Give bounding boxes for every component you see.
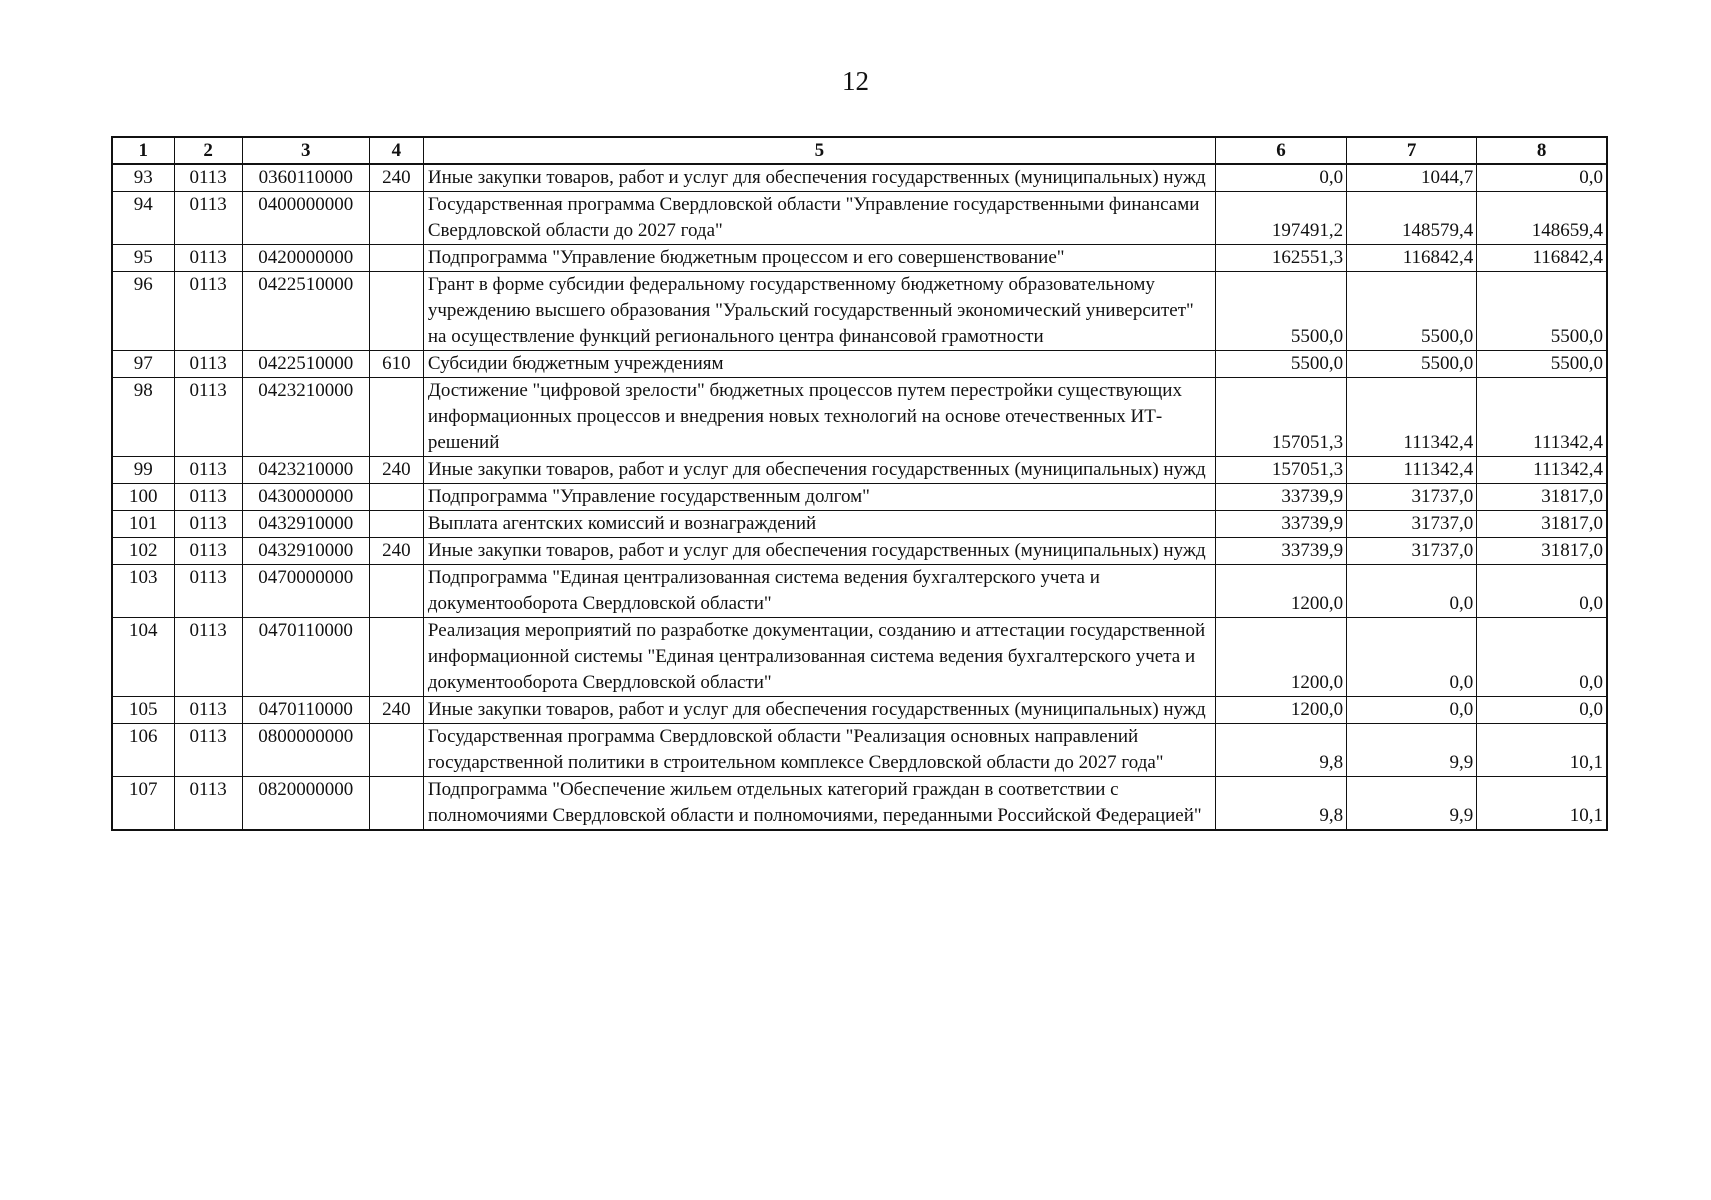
table-row [112, 724, 1607, 777]
item-name: Субсидии бюджетным учреждениям [423, 351, 1215, 378]
amount-col-7: 9,9 [1347, 777, 1477, 831]
table-row [112, 777, 1607, 831]
item-name: Государственная программа Свердловской области "Реализация основных направлений государственной политики в строительном комплексе Свердловской области до 2027 года" [423, 724, 1215, 777]
amount-col-6: 157051,3 [1215, 457, 1346, 484]
table-row [112, 538, 1607, 565]
expense-type [369, 484, 423, 511]
amount-col-8: 0,0 [1477, 618, 1607, 697]
table-row [112, 457, 1607, 484]
target-code: 0470000000 [242, 565, 369, 618]
amount-col-7: 111342,4 [1347, 457, 1477, 484]
expense-type [369, 378, 423, 457]
amount-col-6: 1200,0 [1215, 565, 1346, 618]
amount-col-6: 5500,0 [1215, 351, 1346, 378]
item-name: Грант в форме субсидии федеральному государственному бюджетному образовательному учреждению высшего образования "Уральский государственный экономический университет" на осуществление функций регионального центра финансовой грамотности [423, 272, 1215, 351]
section-code: 0113 [174, 164, 242, 192]
table-body [112, 164, 1607, 830]
amount-col-8: 31817,0 [1477, 484, 1607, 511]
amount-col-7: 1044,7 [1347, 164, 1477, 192]
section-code: 0113 [174, 777, 242, 831]
section-code: 0113 [174, 697, 242, 724]
page-number: 12 [842, 66, 869, 96]
amount-col-6: 9,8 [1215, 724, 1346, 777]
amount-col-7: 0,0 [1347, 618, 1477, 697]
amount-col-8: 0,0 [1477, 697, 1607, 724]
amount-col-8: 10,1 [1477, 777, 1607, 831]
amount-col-6: 9,8 [1215, 777, 1346, 831]
row-number: 98 [112, 378, 174, 457]
expense-type [369, 724, 423, 777]
item-name: Подпрограмма "Управление государственным долгом" [423, 484, 1215, 511]
amount-col-6: 5500,0 [1215, 272, 1346, 351]
section-code: 0113 [174, 618, 242, 697]
target-code: 0420000000 [242, 245, 369, 272]
amount-col-8: 111342,4 [1477, 378, 1607, 457]
target-code: 0423210000 [242, 378, 369, 457]
header-row [112, 137, 1607, 164]
column-header-6: 6 [1215, 137, 1346, 164]
target-code: 0422510000 [242, 272, 369, 351]
row-number: 96 [112, 272, 174, 351]
row-number: 95 [112, 245, 174, 272]
column-header-4: 4 [369, 137, 423, 164]
expense-type [369, 618, 423, 697]
amount-col-8: 5500,0 [1477, 351, 1607, 378]
section-code: 0113 [174, 192, 242, 245]
amount-col-7: 5500,0 [1347, 351, 1477, 378]
expense-type [369, 565, 423, 618]
section-code: 0113 [174, 351, 242, 378]
section-code: 0113 [174, 272, 242, 351]
amount-col-6: 33739,9 [1215, 538, 1346, 565]
expense-type [369, 272, 423, 351]
table-row [112, 484, 1607, 511]
table-row [112, 164, 1607, 192]
amount-col-7: 0,0 [1347, 697, 1477, 724]
amount-col-7: 0,0 [1347, 565, 1477, 618]
expense-type: 240 [369, 164, 423, 192]
amount-col-8: 5500,0 [1477, 272, 1607, 351]
amount-col-6: 33739,9 [1215, 511, 1346, 538]
table-row [112, 378, 1607, 457]
item-name: Подпрограмма "Управление бюджетным процессом и его совершенствование" [423, 245, 1215, 272]
amount-col-8: 10,1 [1477, 724, 1607, 777]
amount-col-8: 111342,4 [1477, 457, 1607, 484]
amount-col-7: 148579,4 [1347, 192, 1477, 245]
table-row [112, 351, 1607, 378]
amount-col-6: 33739,9 [1215, 484, 1346, 511]
row-number: 101 [112, 511, 174, 538]
section-code: 0113 [174, 538, 242, 565]
section-code: 0113 [174, 457, 242, 484]
expense-type: 240 [369, 697, 423, 724]
column-header-2: 2 [174, 137, 242, 164]
row-number: 103 [112, 565, 174, 618]
target-code: 0432910000 [242, 511, 369, 538]
amount-col-6: 157051,3 [1215, 378, 1346, 457]
column-header-5: 5 [423, 137, 1215, 164]
amount-col-8: 148659,4 [1477, 192, 1607, 245]
column-header-7: 7 [1347, 137, 1477, 164]
column-header-8: 8 [1477, 137, 1607, 164]
target-code: 0432910000 [242, 538, 369, 565]
expense-type [369, 511, 423, 538]
amount-col-7: 116842,4 [1347, 245, 1477, 272]
item-name: Иные закупки товаров, работ и услуг для обеспечения государственных (муниципальных) нужд [423, 538, 1215, 565]
section-code: 0113 [174, 565, 242, 618]
target-code: 0422510000 [242, 351, 369, 378]
section-code: 0113 [174, 484, 242, 511]
amount-col-7: 31737,0 [1347, 511, 1477, 538]
expense-type [369, 192, 423, 245]
row-number: 106 [112, 724, 174, 777]
amount-col-6: 1200,0 [1215, 618, 1346, 697]
expense-type [369, 777, 423, 831]
expense-type [369, 245, 423, 272]
table-row [112, 618, 1607, 697]
column-header-1: 1 [112, 137, 174, 164]
item-name: Иные закупки товаров, работ и услуг для обеспечения государственных (муниципальных) нужд [423, 164, 1215, 192]
item-name: Выплата агентских комиссий и вознаграждений [423, 511, 1215, 538]
target-code: 0400000000 [242, 192, 369, 245]
amount-col-6: 162551,3 [1215, 245, 1346, 272]
expense-type: 240 [369, 457, 423, 484]
table-row [112, 511, 1607, 538]
expense-type: 240 [369, 538, 423, 565]
target-code: 0800000000 [242, 724, 369, 777]
section-code: 0113 [174, 245, 242, 272]
item-name: Реализация мероприятий по разработке документации, созданию и аттестации государственной информационной системы "Единая централизованная система ведения бухгалтерского учета и документооборота Свердловской области" [423, 618, 1215, 697]
item-name: Подпрограмма "Обеспечение жильем отдельных категорий граждан в соответствии с полномочиями Свердловской области и полномочиями, переданными Российской Федерацией" [423, 777, 1215, 831]
table-row [112, 245, 1607, 272]
amount-col-6: 197491,2 [1215, 192, 1346, 245]
target-code: 0423210000 [242, 457, 369, 484]
row-number: 100 [112, 484, 174, 511]
amount-col-8: 0,0 [1477, 565, 1607, 618]
row-number: 107 [112, 777, 174, 831]
item-name: Государственная программа Свердловской области "Управление государственными финансами Свердловской области до 2027 года" [423, 192, 1215, 245]
row-number: 104 [112, 618, 174, 697]
item-name: Достижение "цифровой зрелости" бюджетных процессов путем перестройки существующих информационных процессов и внедрения новых технологий на основе отечественных ИТ-решений [423, 378, 1215, 457]
row-number: 99 [112, 457, 174, 484]
item-name: Подпрограмма "Единая централизованная система ведения бухгалтерского учета и документооборота Свердловской области" [423, 565, 1215, 618]
row-number: 94 [112, 192, 174, 245]
amount-col-7: 5500,0 [1347, 272, 1477, 351]
section-code: 0113 [174, 724, 242, 777]
amount-col-6: 0,0 [1215, 164, 1346, 192]
amount-col-6: 1200,0 [1215, 697, 1346, 724]
target-code: 0360110000 [242, 164, 369, 192]
amount-col-7: 31737,0 [1347, 538, 1477, 565]
table-row [112, 192, 1607, 245]
amount-col-8: 116842,4 [1477, 245, 1607, 272]
item-name: Иные закупки товаров, работ и услуг для обеспечения государственных (муниципальных) нужд [423, 697, 1215, 724]
table-row [112, 565, 1607, 618]
amount-col-8: 31817,0 [1477, 538, 1607, 565]
table-row [112, 272, 1607, 351]
row-number: 93 [112, 164, 174, 192]
expense-type: 610 [369, 351, 423, 378]
column-header-3: 3 [242, 137, 369, 164]
amount-col-7: 111342,4 [1347, 378, 1477, 457]
amount-col-8: 31817,0 [1477, 511, 1607, 538]
table-row [112, 697, 1607, 724]
row-number: 97 [112, 351, 174, 378]
amount-col-7: 9,9 [1347, 724, 1477, 777]
budget-table [111, 136, 1608, 831]
target-code: 0820000000 [242, 777, 369, 831]
row-number: 102 [112, 538, 174, 565]
row-number: 105 [112, 697, 174, 724]
target-code: 0430000000 [242, 484, 369, 511]
section-code: 0113 [174, 378, 242, 457]
target-code: 0470110000 [242, 618, 369, 697]
item-name: Иные закупки товаров, работ и услуг для обеспечения государственных (муниципальных) нужд [423, 457, 1215, 484]
amount-col-8: 0,0 [1477, 164, 1607, 192]
amount-col-7: 31737,0 [1347, 484, 1477, 511]
target-code: 0470110000 [242, 697, 369, 724]
section-code: 0113 [174, 511, 242, 538]
